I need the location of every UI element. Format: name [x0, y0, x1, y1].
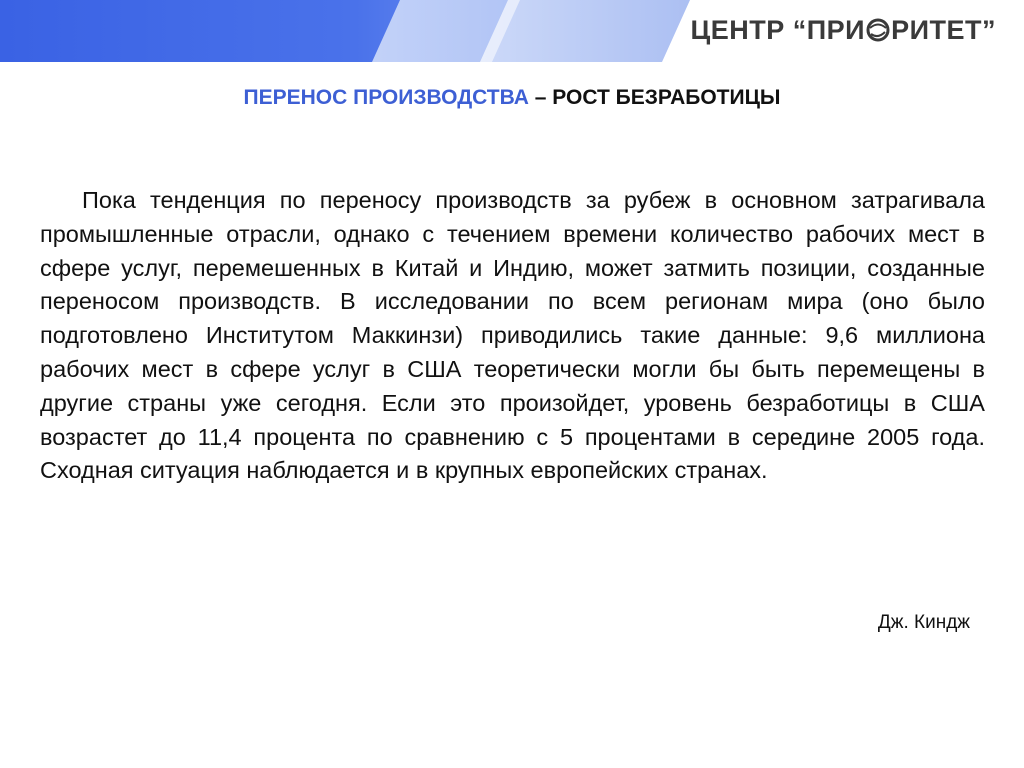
title-rest: – РОСТ БЕЗРАБОТИЦЫ — [528, 86, 781, 109]
brand-logo — [691, 12, 996, 48]
brand-text-part1: ЦЕНТР “ПРИ — [690, 14, 866, 45]
title-accent: ПЕРЕНОС ПРОИЗВОДСТВА — [243, 86, 529, 109]
author-signature: Дж. Киндж — [877, 612, 970, 633]
brand-text-part2: РИТЕТ” — [891, 14, 996, 45]
banner-highlight — [372, 0, 690, 62]
globe-icon — [866, 17, 890, 43]
slide-title — [0, 86, 1024, 110]
body-paragraph: Пока тенденция по переносу производств за рубеж в основном затрагивала промышленные отрасли, однако с течением времени количество рабочих мест в сфере услуг, перемешенных в Китай и Индию, может затмить позиции, созданные переносом производств. В исследовании по всем регионам мира (оно было подготовлено Институтом Маккинзи) приводились такие данные: 9,6 миллиона рабочих мест в сфере услуг в США теоретически могли бы быть перемещены в другие страны уже сегодня. Если это произойдет, уровень безработицы в США возрастет до 11,4 процента по сравнению с 5 процентами в середине 2005 года. Сходная ситуация наблюдается и в крупных европейских странах. — [40, 187, 985, 484]
